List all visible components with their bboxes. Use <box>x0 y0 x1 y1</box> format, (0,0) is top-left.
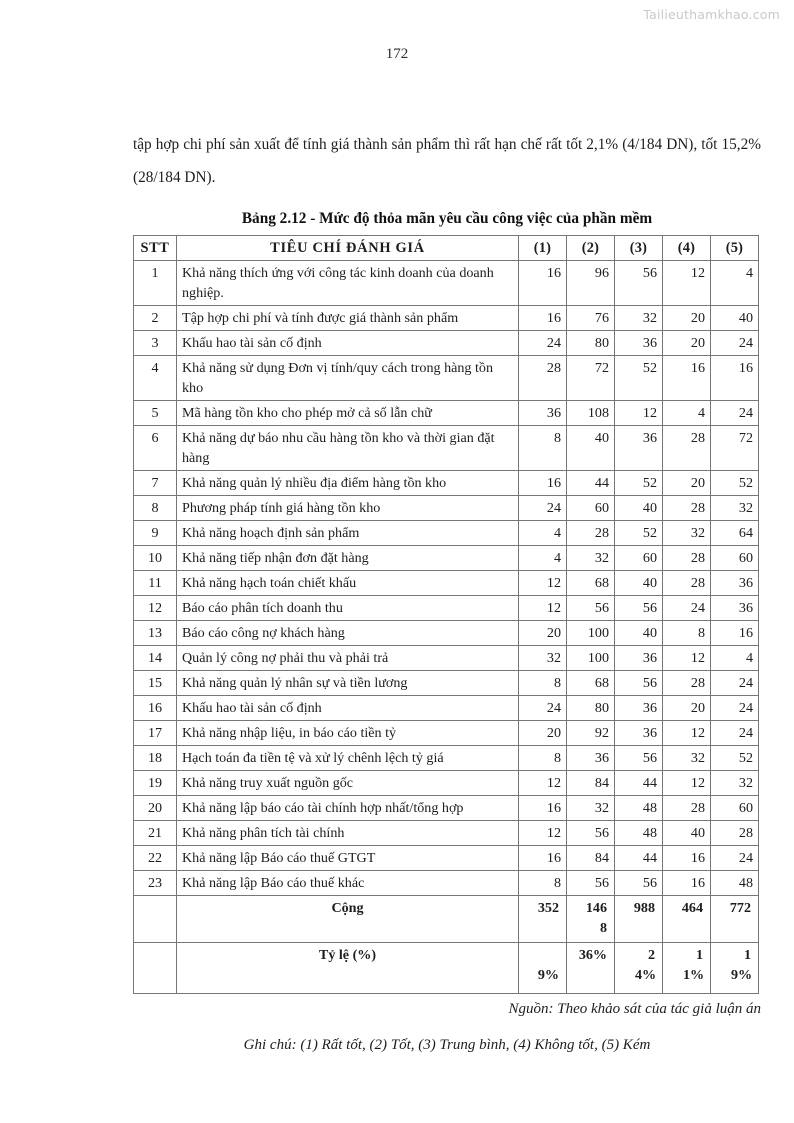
row-level-2: 68 <box>567 571 615 596</box>
row-level-1: 12 <box>519 771 567 796</box>
row-level-1: 16 <box>519 846 567 871</box>
row-level-2: 84 <box>567 846 615 871</box>
row-level-2: 56 <box>567 821 615 846</box>
row-criterion: Khả năng thích ứng với công tác kinh doanh của doanh nghiệp. <box>177 261 519 306</box>
row-criterion: Khả năng hoạch định sản phẩm <box>177 521 519 546</box>
table-row <box>134 621 759 646</box>
row-level-2: 80 <box>567 331 615 356</box>
table-row <box>134 821 759 846</box>
percentage-level-5 <box>711 943 759 994</box>
percentage-row-label: Tỷ lệ (%) <box>177 943 519 994</box>
table-head <box>134 236 759 261</box>
table-row <box>134 646 759 671</box>
site-watermark: Tailieuthamkhao.com <box>643 7 780 22</box>
table-row <box>134 331 759 356</box>
row-criterion: Khả năng quản lý nhân sự và tiền lương <box>177 671 519 696</box>
column-header-level-4: (4) <box>663 236 711 261</box>
total-level-5-value: 772 <box>729 900 751 916</box>
row-criterion: Khấu hao tài sản cố định <box>177 696 519 721</box>
table-row <box>134 671 759 696</box>
column-header-level-3: (3) <box>615 236 663 261</box>
row-level-5: 4 <box>711 646 759 671</box>
percentage-level-5-value: 19% <box>731 947 753 983</box>
row-stt: 15 <box>134 671 177 696</box>
row-criterion: Khấu hao tài sản cố định <box>177 331 519 356</box>
percentage-row-stt <box>134 943 177 994</box>
table-row <box>134 356 759 401</box>
table-row <box>134 426 759 471</box>
row-level-2: 32 <box>567 796 615 821</box>
total-row-stt <box>134 896 177 943</box>
row-level-3: 52 <box>615 521 663 546</box>
row-level-3: 44 <box>615 846 663 871</box>
row-level-1: 16 <box>519 471 567 496</box>
row-level-4: 32 <box>663 746 711 771</box>
row-level-5: 24 <box>711 331 759 356</box>
total-row-label: Cộng <box>177 896 519 943</box>
row-level-2: 60 <box>567 496 615 521</box>
total-level-4-value: 464 <box>681 900 703 916</box>
row-criterion: Mã hàng tồn kho cho phép mở cả số lẫn chữ <box>177 401 519 426</box>
row-criterion: Khả năng hạch toán chiết khấu <box>177 571 519 596</box>
row-level-2: 108 <box>567 401 615 426</box>
table-row <box>134 771 759 796</box>
table-row <box>134 401 759 426</box>
total-level-3-value: 988 <box>633 900 655 916</box>
row-criterion: Tập hợp chi phí và tính được giá thành sản phẩm <box>177 306 519 331</box>
body-paragraph: tập hợp chi phí sản xuất để tính giá thành sản phẩm thì rất hạn chế rất tốt 2,1% (4/184 DN), tốt 15,2% (28/184 DN). <box>133 136 761 186</box>
row-level-1: 16 <box>519 796 567 821</box>
row-level-5: 60 <box>711 546 759 571</box>
row-level-1: 16 <box>519 306 567 331</box>
table-legend-note: Ghi chú: (1) Rất tốt, (2) Tốt, (3) Trung bình, (4) Không tốt, (5) Kém <box>243 1037 651 1053</box>
row-stt: 10 <box>134 546 177 571</box>
table-row <box>134 596 759 621</box>
row-stt: 21 <box>134 821 177 846</box>
row-level-1: 24 <box>519 696 567 721</box>
row-level-3: 32 <box>615 306 663 331</box>
table-row <box>134 696 759 721</box>
row-level-3: 52 <box>615 356 663 401</box>
row-level-5: 52 <box>711 471 759 496</box>
total-row <box>134 896 759 943</box>
row-level-3: 40 <box>615 496 663 521</box>
row-level-2: 92 <box>567 721 615 746</box>
row-criterion: Hạch toán đa tiền tệ và xử lý chênh lệch tỷ giá <box>177 746 519 771</box>
row-criterion: Khả năng sử dụng Đơn vị tính/quy cách trong hàng tồn kho <box>177 356 519 401</box>
table-row <box>134 846 759 871</box>
percentage-level-3 <box>615 943 663 994</box>
total-level-3 <box>615 896 663 943</box>
row-stt: 17 <box>134 721 177 746</box>
percentage-level-1-value: 9% <box>537 967 559 983</box>
row-criterion: Khả năng phân tích tài chính <box>177 821 519 846</box>
row-level-3: 36 <box>615 331 663 356</box>
row-level-1: 32 <box>519 646 567 671</box>
row-level-2: 96 <box>567 261 615 306</box>
page-number: 172 <box>385 46 409 62</box>
row-criterion: Khả năng lập Báo cáo thuế khác <box>177 871 519 896</box>
row-level-1: 4 <box>519 521 567 546</box>
row-level-2: 100 <box>567 621 615 646</box>
row-level-5: 64 <box>711 521 759 546</box>
table-row <box>134 571 759 596</box>
row-stt: 7 <box>134 471 177 496</box>
row-level-2: 68 <box>567 671 615 696</box>
row-stt: 19 <box>134 771 177 796</box>
table-source-note: Nguồn: Theo khảo sát của tác giả luận án <box>508 1001 761 1017</box>
row-level-4: 32 <box>663 521 711 546</box>
row-level-4: 28 <box>663 546 711 571</box>
row-level-2: 84 <box>567 771 615 796</box>
row-level-1: 4 <box>519 546 567 571</box>
row-level-5: 48 <box>711 871 759 896</box>
row-stt: 12 <box>134 596 177 621</box>
column-header-criterion: TIÊU CHÍ ĐÁNH GIÁ <box>177 236 519 261</box>
row-level-5: 24 <box>711 671 759 696</box>
row-criterion: Phương pháp tính giá hàng tồn kho <box>177 496 519 521</box>
row-stt: 5 <box>134 401 177 426</box>
percentage-level-4 <box>663 943 711 994</box>
row-level-2: 56 <box>567 596 615 621</box>
row-criterion: Báo cáo phân tích doanh thu <box>177 596 519 621</box>
row-level-1: 12 <box>519 596 567 621</box>
table-row <box>134 871 759 896</box>
row-criterion: Khả năng quản lý nhiều địa điểm hàng tồn kho <box>177 471 519 496</box>
row-level-3: 36 <box>615 721 663 746</box>
row-level-4: 16 <box>663 846 711 871</box>
row-level-5: 4 <box>711 261 759 306</box>
table-row <box>134 721 759 746</box>
table-row <box>134 796 759 821</box>
row-level-3: 36 <box>615 696 663 721</box>
evaluation-table <box>133 235 759 994</box>
row-level-2: 80 <box>567 696 615 721</box>
row-level-5: 16 <box>711 621 759 646</box>
row-level-4: 20 <box>663 331 711 356</box>
column-header-stt: STT <box>134 236 177 261</box>
row-level-3: 60 <box>615 546 663 571</box>
table-row <box>134 471 759 496</box>
row-level-5: 36 <box>711 571 759 596</box>
row-level-5: 24 <box>711 721 759 746</box>
row-level-3: 56 <box>615 871 663 896</box>
row-level-5: 40 <box>711 306 759 331</box>
column-header-level-2: (2) <box>567 236 615 261</box>
row-level-3: 40 <box>615 571 663 596</box>
row-level-3: 52 <box>615 471 663 496</box>
row-level-5: 32 <box>711 496 759 521</box>
row-level-3: 56 <box>615 596 663 621</box>
row-level-5: 24 <box>711 696 759 721</box>
row-stt: 20 <box>134 796 177 821</box>
row-level-5: 28 <box>711 821 759 846</box>
table-row <box>134 746 759 771</box>
row-level-4: 20 <box>663 471 711 496</box>
row-level-4: 28 <box>663 496 711 521</box>
table-row <box>134 521 759 546</box>
row-level-3: 44 <box>615 771 663 796</box>
row-level-5: 32 <box>711 771 759 796</box>
row-stt: 22 <box>134 846 177 871</box>
column-header-level-5: (5) <box>711 236 759 261</box>
row-stt: 8 <box>134 496 177 521</box>
row-level-1: 12 <box>519 821 567 846</box>
row-stt: 9 <box>134 521 177 546</box>
row-stt: 18 <box>134 746 177 771</box>
row-level-3: 56 <box>615 746 663 771</box>
row-level-3: 56 <box>615 671 663 696</box>
row-level-3: 56 <box>615 261 663 306</box>
total-level-5 <box>711 896 759 943</box>
total-level-2-value: 1468 <box>585 900 607 936</box>
row-level-5: 72 <box>711 426 759 471</box>
row-stt: 4 <box>134 356 177 401</box>
row-level-4: 28 <box>663 671 711 696</box>
percentage-row <box>134 943 759 994</box>
row-level-1: 20 <box>519 621 567 646</box>
row-level-4: 16 <box>663 871 711 896</box>
row-level-4: 28 <box>663 426 711 471</box>
row-level-1: 8 <box>519 671 567 696</box>
row-criterion: Khả năng nhập liệu, in báo cáo tiền tỷ <box>177 721 519 746</box>
table-row <box>134 546 759 571</box>
row-level-1: 16 <box>519 261 567 306</box>
table-header-row <box>134 236 759 261</box>
row-level-4: 40 <box>663 821 711 846</box>
table-row <box>134 496 759 521</box>
percentage-level-1 <box>519 943 567 994</box>
percentage-level-2-value: 36% <box>578 947 607 963</box>
row-level-2: 72 <box>567 356 615 401</box>
row-level-2: 76 <box>567 306 615 331</box>
row-level-3: 36 <box>615 646 663 671</box>
row-level-1: 24 <box>519 331 567 356</box>
row-level-3: 48 <box>615 821 663 846</box>
row-criterion: Khả năng dự báo nhu cầu hàng tồn kho và thời gian đặt hàng <box>177 426 519 471</box>
row-level-4: 28 <box>663 796 711 821</box>
row-level-3: 40 <box>615 621 663 646</box>
table-row <box>134 261 759 306</box>
row-level-2: 36 <box>567 746 615 771</box>
row-level-1: 24 <box>519 496 567 521</box>
row-stt: 6 <box>134 426 177 471</box>
table-row <box>134 306 759 331</box>
row-level-3: 36 <box>615 426 663 471</box>
row-level-3: 12 <box>615 401 663 426</box>
row-level-5: 60 <box>711 796 759 821</box>
row-criterion: Quản lý công nợ phải thu và phải trả <box>177 646 519 671</box>
row-level-4: 28 <box>663 571 711 596</box>
total-level-4 <box>663 896 711 943</box>
row-criterion: Khả năng tiếp nhận đơn đặt hàng <box>177 546 519 571</box>
row-level-2: 44 <box>567 471 615 496</box>
row-criterion: Khả năng lập báo cáo tài chính hợp nhất/tổng hợp <box>177 796 519 821</box>
table-body <box>134 261 759 896</box>
row-stt: 16 <box>134 696 177 721</box>
row-criterion: Báo cáo công nợ khách hàng <box>177 621 519 646</box>
row-level-2: 100 <box>567 646 615 671</box>
row-criterion: Khả năng lập Báo cáo thuế GTGT <box>177 846 519 871</box>
row-stt: 1 <box>134 261 177 306</box>
row-level-4: 12 <box>663 261 711 306</box>
row-stt: 23 <box>134 871 177 896</box>
percentage-level-3-value: 24% <box>635 947 657 983</box>
row-stt: 14 <box>134 646 177 671</box>
row-level-1: 12 <box>519 571 567 596</box>
row-level-4: 12 <box>663 646 711 671</box>
total-level-1-value: 352 <box>537 900 559 916</box>
row-stt: 2 <box>134 306 177 331</box>
row-level-4: 20 <box>663 696 711 721</box>
row-level-1: 8 <box>519 871 567 896</box>
row-level-1: 36 <box>519 401 567 426</box>
row-level-5: 52 <box>711 746 759 771</box>
row-stt: 13 <box>134 621 177 646</box>
row-level-4: 12 <box>663 721 711 746</box>
row-level-1: 8 <box>519 426 567 471</box>
percentage-level-4-value: 11% <box>683 947 705 983</box>
row-level-4: 8 <box>663 621 711 646</box>
row-level-1: 8 <box>519 746 567 771</box>
row-level-3: 48 <box>615 796 663 821</box>
row-level-1: 20 <box>519 721 567 746</box>
row-level-5: 16 <box>711 356 759 401</box>
row-stt: 3 <box>134 331 177 356</box>
row-level-5: 24 <box>711 846 759 871</box>
table-foot <box>134 896 759 994</box>
row-level-4: 24 <box>663 596 711 621</box>
total-level-1 <box>519 896 567 943</box>
row-level-2: 40 <box>567 426 615 471</box>
row-level-5: 24 <box>711 401 759 426</box>
row-level-2: 28 <box>567 521 615 546</box>
percentage-level-2 <box>567 943 615 994</box>
row-level-4: 16 <box>663 356 711 401</box>
total-level-2 <box>567 896 615 943</box>
row-stt: 11 <box>134 571 177 596</box>
row-level-2: 56 <box>567 871 615 896</box>
column-header-level-1: (1) <box>519 236 567 261</box>
row-level-1: 28 <box>519 356 567 401</box>
row-level-4: 12 <box>663 771 711 796</box>
row-level-4: 20 <box>663 306 711 331</box>
table-caption: Bảng 2.12 - Mức độ thỏa mãn yêu cầu công việc của phần mềm <box>241 210 653 227</box>
row-level-4: 4 <box>663 401 711 426</box>
row-level-5: 36 <box>711 596 759 621</box>
page-content <box>133 128 761 1054</box>
row-criterion: Khả năng truy xuất nguồn gốc <box>177 771 519 796</box>
row-level-2: 32 <box>567 546 615 571</box>
